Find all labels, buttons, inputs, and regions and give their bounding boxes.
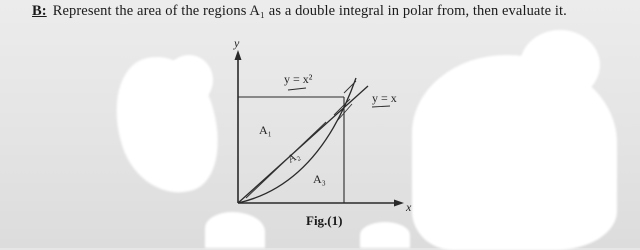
pen-stroke-a1	[246, 122, 326, 198]
line-label: y = x	[372, 91, 397, 105]
figure-caption: Fig.(1)	[306, 213, 343, 228]
x-axis-label: x	[406, 200, 412, 214]
line-label-underline	[372, 106, 390, 107]
parabola-label-underline	[288, 88, 306, 90]
question-label: B:	[32, 3, 47, 19]
x-axis-arrow	[394, 200, 404, 207]
region-a3-label: A₃	[313, 172, 326, 186]
question-text: Represent the area of the regions A₁ as a double integral in polar from, then evaluate it.	[52, 3, 567, 19]
y-axis-label: y	[234, 36, 240, 50]
y-axis-arrow	[235, 50, 242, 60]
region-a2-label: A₂	[285, 149, 302, 166]
parabola-label: y = x²	[284, 72, 313, 86]
region-a1-label: A₁	[259, 123, 272, 137]
